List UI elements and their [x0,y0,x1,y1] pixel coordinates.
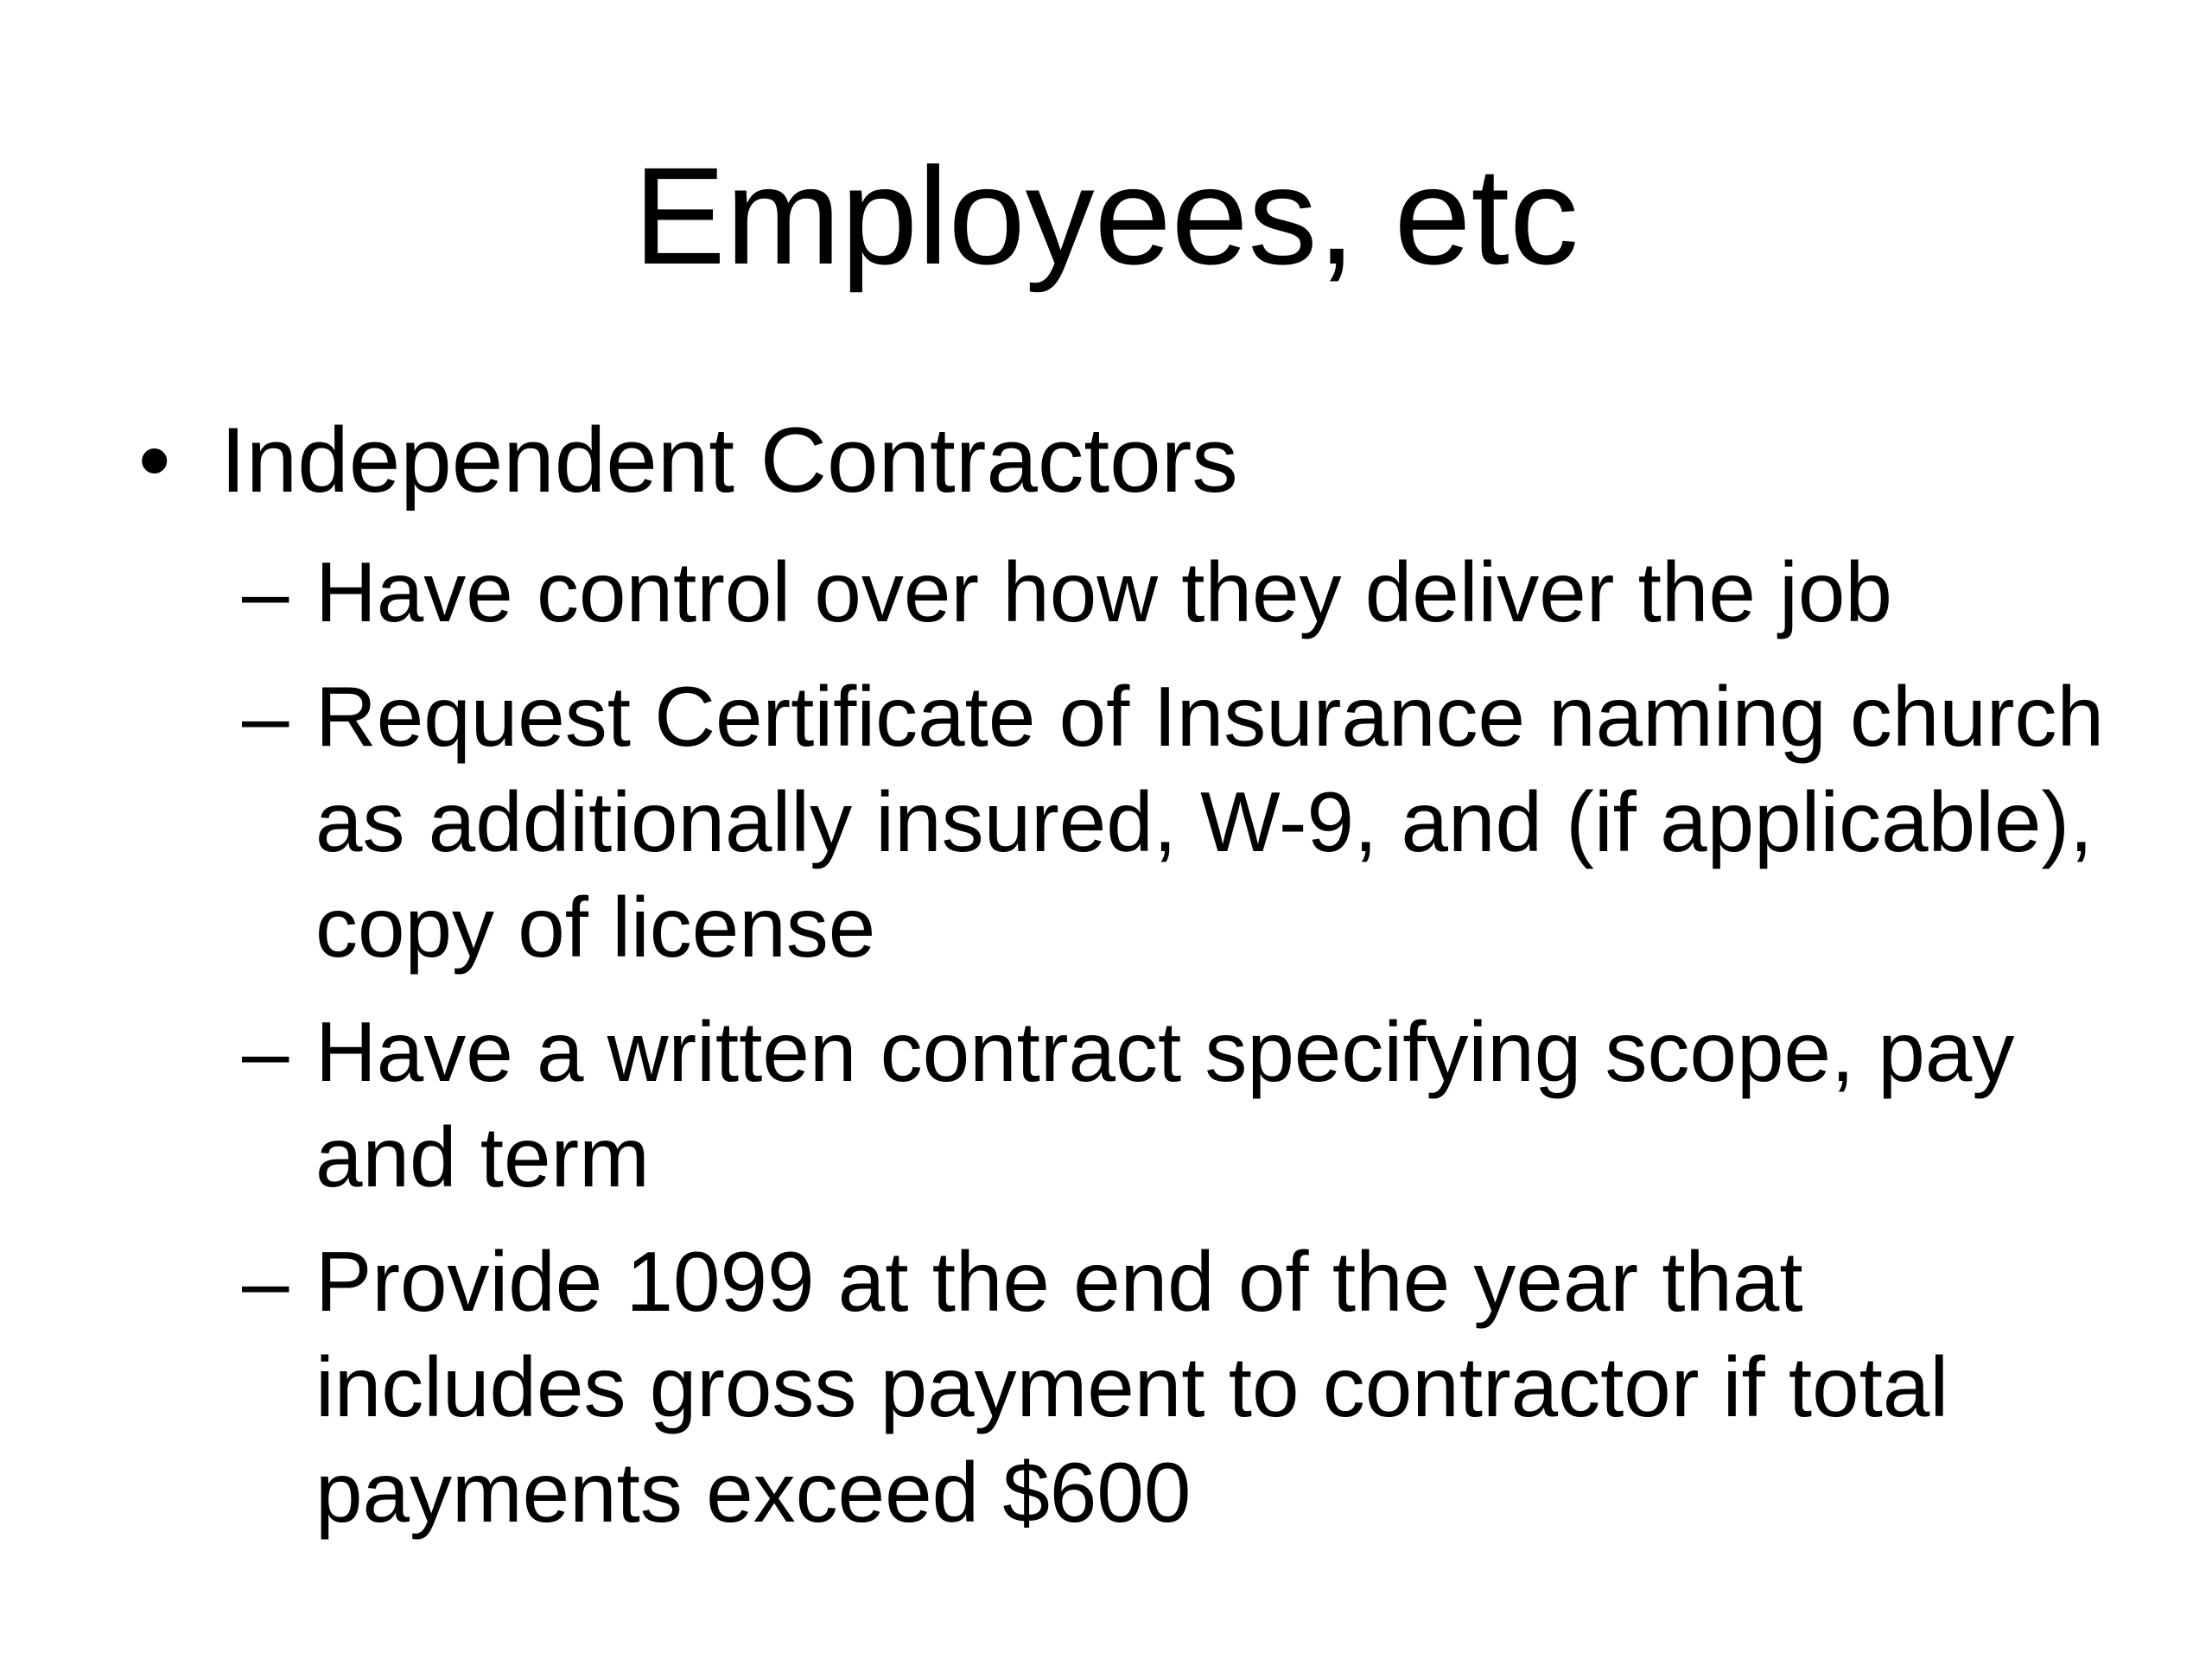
dash-icon: – [242,544,289,639]
sub-bullet-certificate [242,664,2130,980]
bullet-independent-contractors [138,406,2126,513]
sub-bullet-text: Have a written contract specifying scope, pay and term [315,1004,2015,1205]
sub-bullet-text: Have control over how they deliver the job [315,544,1892,639]
dash-icon: – [242,1004,289,1099]
dash-icon: – [242,669,289,764]
sub-bullet-text: Request Certificate of Insurance naming church as additionally insured, W-9, and (if applicable), copy of license [315,669,2104,975]
sub-bullet-1099 [242,1229,2130,1545]
sub-bullet-control [242,539,2130,645]
sub-bullet-text: Provide 1099 at the end of the year that includes gross payment to contractor if total payments exceed $600 [315,1234,1949,1540]
slide-title: Employees, etc [633,138,1579,293]
sub-bullet-contract [242,999,2130,1210]
sub-bullet-list [242,539,2126,1545]
slide-content [138,406,2126,1564]
bullet-icon: • [138,408,171,512]
bullet-text: Independent Contractors [220,408,1238,512]
dash-icon: – [242,1234,289,1329]
